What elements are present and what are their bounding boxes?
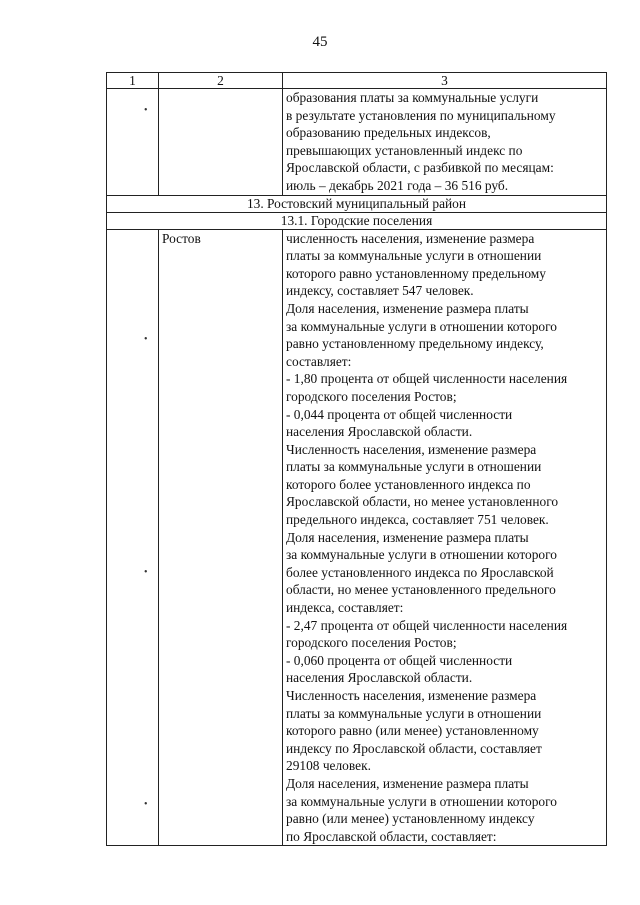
- text-line: превышающих установленный индекс по: [286, 142, 523, 158]
- text-line: Ярославской области, но менее установленного: [286, 494, 559, 510]
- section-row: [107, 195, 607, 212]
- row1-col-1: [107, 89, 159, 196]
- subsection-row: [107, 212, 607, 229]
- text-line: за коммунальные услуги в отношении которого: [286, 793, 557, 809]
- text-line: Ярославской области, с разбивкой по месяцам:: [286, 160, 554, 176]
- text-line: за коммунальные услуги в отношении которого: [286, 318, 557, 334]
- scan-mark: •: [144, 567, 148, 578]
- text-line: которого более установленного индекса по: [286, 476, 531, 492]
- text-line: образования платы за коммунальные услуги: [286, 90, 539, 105]
- text-line: населения Ярославской области.: [286, 670, 473, 686]
- text-line: индексу по Ярославской области, составляет: [286, 740, 542, 756]
- header-col-2: 2: [159, 73, 283, 89]
- text-line: которого равно (или менее) установленному: [286, 723, 539, 739]
- document-table: [106, 72, 607, 846]
- text-line: за коммунальные услуги в отношении которого: [286, 547, 557, 563]
- scan-mark: •: [144, 105, 148, 116]
- text-line: платы за коммунальные услуги в отношении: [286, 705, 542, 721]
- text-line: равно (или менее) установленному индексу: [286, 811, 535, 827]
- text-line: области, но менее установленного предельного: [286, 582, 556, 598]
- scan-mark: •: [144, 799, 148, 810]
- text-line: составляет:: [286, 353, 352, 369]
- text-line: индексу, составляет 547 человек.: [286, 283, 474, 299]
- text-line: Доля населения, изменение размера платы: [286, 775, 529, 791]
- table-header-row: [107, 73, 607, 89]
- text-line: платы за коммунальные услуги в отношении: [286, 459, 542, 475]
- text-line: - 1,80 процента от общей численности населения: [286, 371, 568, 387]
- text-line: городского поселения Ростов;: [286, 635, 457, 651]
- text-line: 29108 человек.: [286, 758, 371, 774]
- row1-col-2: [159, 89, 283, 196]
- header-col-3: 3: [283, 73, 607, 89]
- text-line: которого равно установленному предельному: [286, 265, 546, 281]
- text-line: предельного индекса, составляет 751 человек.: [286, 512, 549, 528]
- locality-name: Ростов: [159, 229, 283, 846]
- text-line: - 0,044 процента от общей численности: [286, 406, 513, 422]
- text-line: населения Ярославской области.: [286, 424, 473, 440]
- text-line: Численность населения, изменение размера: [286, 688, 537, 703]
- text-line: - 0,060 процента от общей численности: [286, 652, 513, 668]
- text-line: городского поселения Ростов;: [286, 388, 457, 404]
- text-line: более установленного индекса по Ярославской: [286, 564, 554, 580]
- text-line: численность населения, изменение размера: [286, 230, 535, 246]
- text-line: Численность населения, изменение размера: [286, 441, 537, 457]
- text-line: Доля населения, изменение размера платы: [286, 529, 529, 545]
- main-row-col-3: [283, 229, 607, 846]
- text-line: индекса, составляет:: [286, 600, 404, 616]
- main-row-col-1: [107, 229, 159, 846]
- text-line: июль – декабрь 2021 года – 36 516 руб.: [286, 177, 509, 193]
- text-line: равно установленному предельному индексу,: [286, 336, 544, 352]
- text-line: по Ярославской области, составляет:: [286, 828, 497, 844]
- table-row-rostov: [107, 229, 607, 846]
- section-title: 13. Ростовский муниципальный район: [107, 195, 607, 212]
- text-line: Доля населения, изменение размера платы: [286, 300, 529, 316]
- text-line: платы за коммунальные услуги в отношении: [286, 248, 542, 264]
- header-col-1: 1: [107, 73, 159, 89]
- row1-col-3: [283, 89, 607, 196]
- text-line: - 2,47 процента от общей численности населения: [286, 617, 568, 633]
- text-line: образованию предельных индексов,: [286, 125, 491, 141]
- subsection-title: 13.1. Городские поселения: [107, 212, 607, 229]
- page-number: 45: [312, 34, 328, 50]
- text-line: в результате установления по муниципальному: [286, 107, 556, 123]
- table-row-continuation: [107, 89, 607, 196]
- scan-mark: •: [144, 334, 148, 345]
